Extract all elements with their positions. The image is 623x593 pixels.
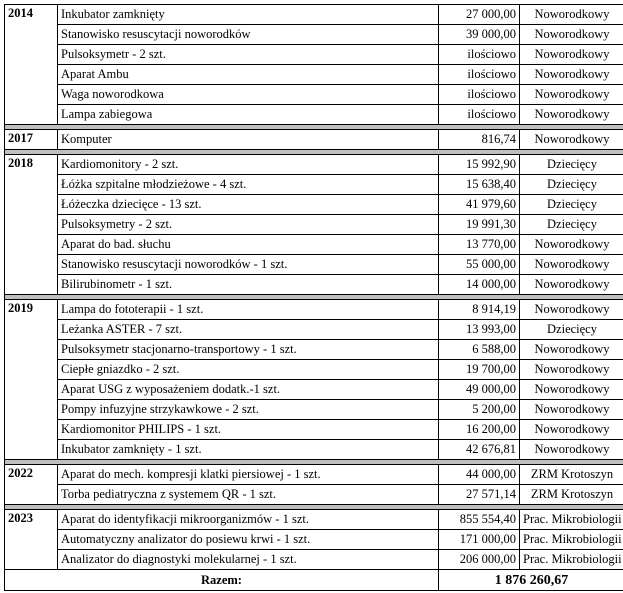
equipment-name-cell: Pulsoksymetr stacjonarno-transportowy - 1 szt.	[58, 340, 439, 360]
equipment-name-cell: Łóżeczka dziecięce - 13 szt.	[58, 195, 439, 215]
table-row	[5, 255, 623, 275]
value-cell: 44 000,00	[439, 465, 520, 485]
table-row	[5, 25, 623, 45]
value-cell: 19 700,00	[439, 360, 520, 380]
table-row	[5, 360, 623, 380]
equipment-name-cell: Pulsoksymetr - 2 szt.	[58, 45, 439, 65]
value-cell: 6 588,00	[439, 340, 520, 360]
table-row	[5, 105, 623, 125]
value-cell: 49 000,00	[439, 380, 520, 400]
table-row	[5, 300, 623, 320]
table-row	[5, 275, 623, 295]
department-cell: Prac. Mikrobiologii	[520, 530, 623, 550]
table-row	[5, 175, 623, 195]
department-cell: Noworodkowy	[520, 255, 623, 275]
equipment-name-cell: Aparat do bad. słuchu	[58, 235, 439, 255]
department-cell: Prac. Mikrobiologii	[520, 550, 623, 570]
value-cell: 41 979,60	[439, 195, 520, 215]
value-cell: 27 000,00	[439, 5, 520, 25]
equipment-name-cell: Analizator do diagnostyki molekularnej - 1 szt.	[58, 550, 439, 570]
department-cell: Noworodkowy	[520, 235, 623, 255]
equipment-name-cell: Automatyczny analizator do posiewu krwi - 1 szt.	[58, 530, 439, 550]
equipment-table-body	[5, 5, 623, 591]
value-cell: 855 554,40	[439, 510, 520, 530]
department-cell: Noworodkowy	[520, 5, 623, 25]
equipment-name-cell: Leżanka ASTER - 7 szt.	[58, 320, 439, 340]
value-cell: 15 992,90	[439, 155, 520, 175]
value-cell: 39 000,00	[439, 25, 520, 45]
equipment-name-cell: Pompy infuzyjne strzykawkowe - 2 szt.	[58, 400, 439, 420]
value-cell: 55 000,00	[439, 255, 520, 275]
table-row	[5, 130, 623, 150]
value-cell: ilościowo	[439, 45, 520, 65]
equipment-name-cell: Bilirubinometr - 1 szt.	[58, 275, 439, 295]
table-row	[5, 510, 623, 530]
table-row	[5, 465, 623, 485]
table-row	[5, 5, 623, 25]
department-cell: Dziecięcy	[520, 195, 623, 215]
value-cell: 15 638,40	[439, 175, 520, 195]
table-row	[5, 550, 623, 570]
table-row	[5, 440, 623, 460]
department-cell: Noworodkowy	[520, 440, 623, 460]
department-cell: Noworodkowy	[520, 420, 623, 440]
value-cell: 206 000,00	[439, 550, 520, 570]
table-row	[5, 530, 623, 550]
department-cell: Noworodkowy	[520, 65, 623, 85]
department-cell: Noworodkowy	[520, 85, 623, 105]
total-label: Razem:	[5, 570, 439, 591]
equipment-name-cell: Inkubator zamknięty - 1 szt.	[58, 440, 439, 460]
department-cell: Prac. Mikrobiologii	[520, 510, 623, 530]
total-value: 1 876 260,67	[439, 570, 623, 591]
value-cell: 13 770,00	[439, 235, 520, 255]
department-cell: Dziecięcy	[520, 320, 623, 340]
value-cell: 42 676,81	[439, 440, 520, 460]
equipment-name-cell: Ciepłe gniazdko - 2 szt.	[58, 360, 439, 380]
equipment-name-cell: Stanowisko resuscytacji noworodków	[58, 25, 439, 45]
equipment-table	[4, 4, 623, 591]
equipment-name-cell: Waga noworodkowa	[58, 85, 439, 105]
equipment-name-cell: Aparat do mech. kompresji klatki piersiowej - 1 szt.	[58, 465, 439, 485]
department-cell: Dziecięcy	[520, 215, 623, 235]
table-row	[5, 155, 623, 175]
table-row	[5, 340, 623, 360]
table-row	[5, 215, 623, 235]
department-cell: Noworodkowy	[520, 400, 623, 420]
value-cell: 8 914,19	[439, 300, 520, 320]
equipment-name-cell: Aparat USG z wyposażeniem dodatk.-1 szt.	[58, 380, 439, 400]
value-cell: 16 200,00	[439, 420, 520, 440]
year-cell: 2014	[5, 5, 58, 125]
department-cell: Noworodkowy	[520, 340, 623, 360]
value-cell: 27 571,14	[439, 485, 520, 505]
value-cell: 14 000,00	[439, 275, 520, 295]
equipment-name-cell: Torba pediatryczna z systemem QR - 1 szt.	[58, 485, 439, 505]
equipment-name-cell: Inkubator zamknięty	[58, 5, 439, 25]
table-row	[5, 65, 623, 85]
value-cell: 816,74	[439, 130, 520, 150]
equipment-name-cell: Aparat Ambu	[58, 65, 439, 85]
department-cell: Dziecięcy	[520, 175, 623, 195]
department-cell: Noworodkowy	[520, 275, 623, 295]
department-cell: ZRM Krotoszyn	[520, 465, 623, 485]
equipment-name-cell: Lampa do fototerapii - 1 szt.	[58, 300, 439, 320]
equipment-name-cell: Stanowisko resuscytacji noworodków - 1 szt.	[58, 255, 439, 275]
year-cell: 2019	[5, 300, 58, 460]
department-cell: Noworodkowy	[520, 360, 623, 380]
table-row	[5, 380, 623, 400]
value-cell: 13 993,00	[439, 320, 520, 340]
department-cell: Noworodkowy	[520, 25, 623, 45]
total-row	[5, 570, 623, 591]
year-cell: 2023	[5, 510, 58, 570]
value-cell: 171 000,00	[439, 530, 520, 550]
table-row	[5, 420, 623, 440]
department-cell: Noworodkowy	[520, 380, 623, 400]
value-cell: ilościowo	[439, 65, 520, 85]
equipment-name-cell: Lampa zabiegowa	[58, 105, 439, 125]
department-cell: Noworodkowy	[520, 45, 623, 65]
table-row	[5, 485, 623, 505]
table-row	[5, 85, 623, 105]
value-cell: ilościowo	[439, 105, 520, 125]
value-cell: 5 200,00	[439, 400, 520, 420]
table-row	[5, 45, 623, 65]
department-cell: Dziecięcy	[520, 155, 623, 175]
equipment-name-cell: Komputer	[58, 130, 439, 150]
department-cell: ZRM Krotoszyn	[520, 485, 623, 505]
year-cell: 2017	[5, 130, 58, 150]
equipment-name-cell: Pulsoksymetry - 2 szt.	[58, 215, 439, 235]
value-cell: ilościowo	[439, 85, 520, 105]
table-row	[5, 320, 623, 340]
table-row	[5, 235, 623, 255]
table-row	[5, 195, 623, 215]
value-cell: 19 991,30	[439, 215, 520, 235]
table-row	[5, 400, 623, 420]
equipment-name-cell: Aparat do identyfikacji mikroorganizmów - 1 szt.	[58, 510, 439, 530]
equipment-name-cell: Kardiomonitory - 2 szt.	[58, 155, 439, 175]
department-cell: Noworodkowy	[520, 105, 623, 125]
year-cell: 2018	[5, 155, 58, 295]
year-cell: 2022	[5, 465, 58, 505]
equipment-name-cell: Łóżka szpitalne młodzieżowe - 4 szt.	[58, 175, 439, 195]
department-cell: Noworodkowy	[520, 300, 623, 320]
department-cell: Noworodkowy	[520, 130, 623, 150]
equipment-name-cell: Kardiomonitor PHILIPS - 1 szt.	[58, 420, 439, 440]
